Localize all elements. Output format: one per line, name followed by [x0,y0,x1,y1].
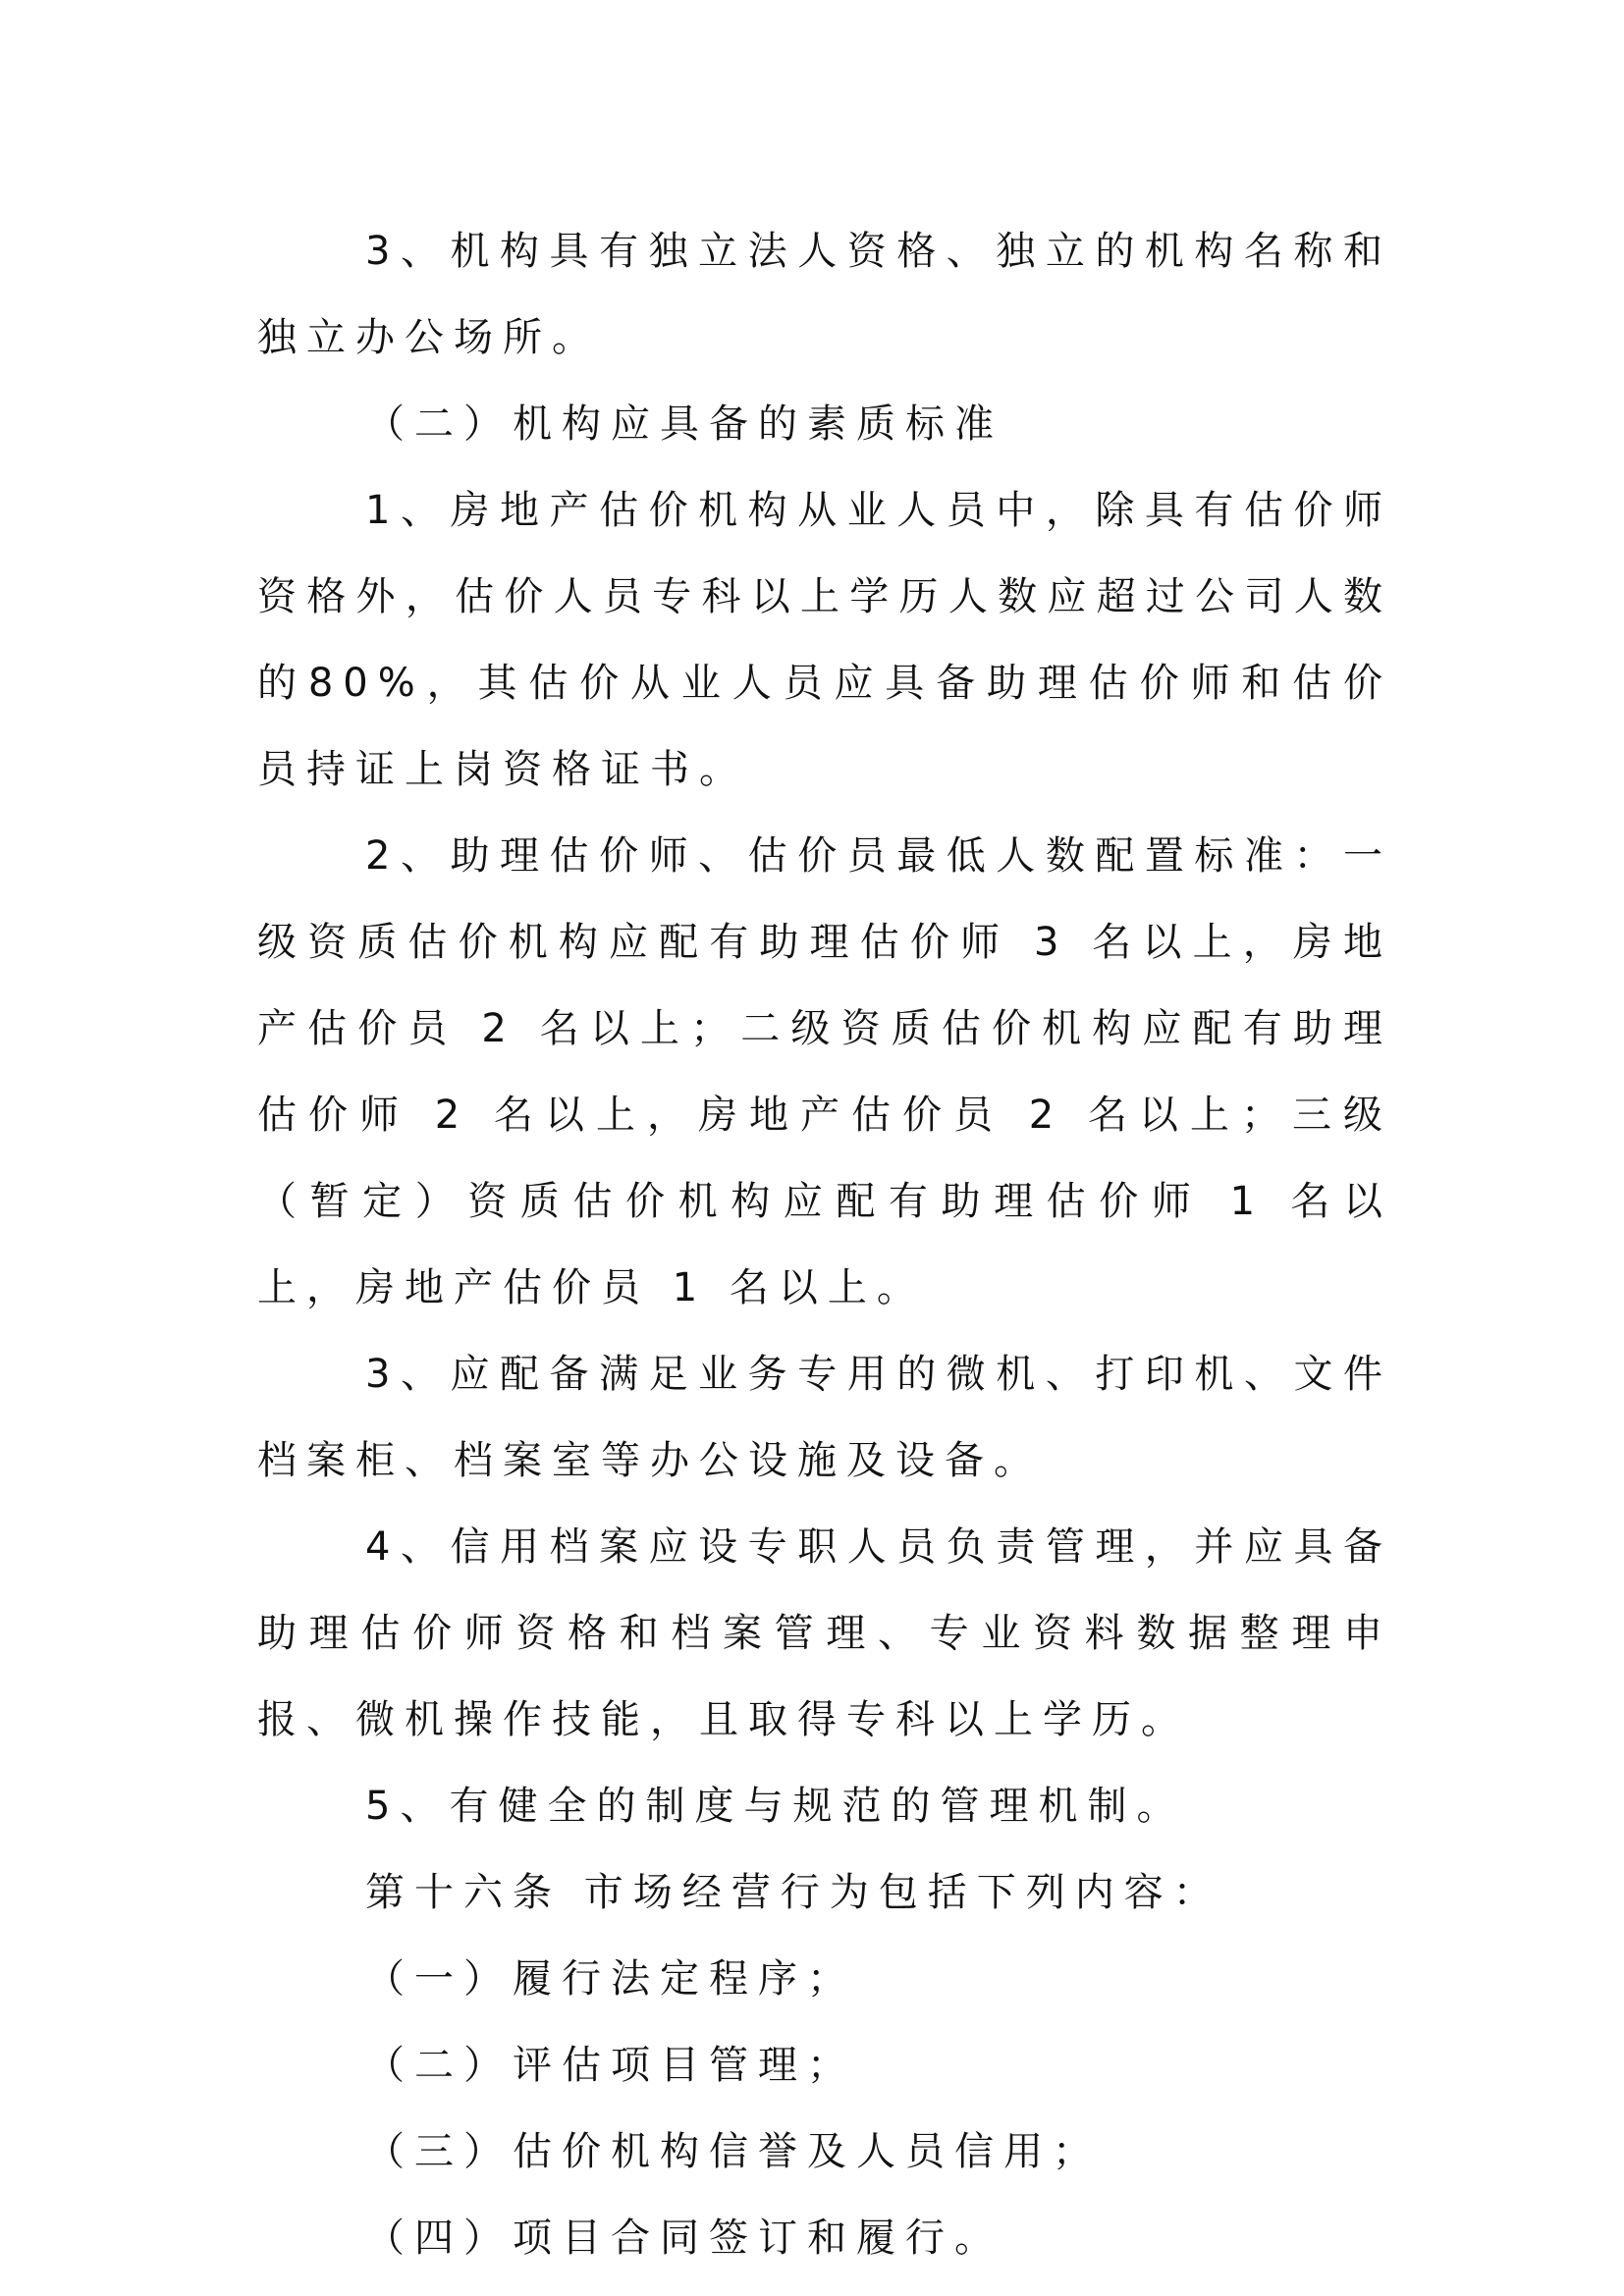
paragraph-staffing-standards: 2、助理估价师、估价员最低人数配置标准：一级资质估价机构应配有助理估价师 3 名以上，房地产估价员 2 名以上；二级资质估价机构应配有助理估价师 2 名以上，房地产估价员 2 名以上；三级（暂定）资质估价机构应配有助理估价师 1 名以上，房地产估价员 1 名以上。 [257,833,1392,1310]
list-item-legal-procedure: （一）履行法定程序； [365,1956,856,2002]
article-sixteen-heading: 第十六条 市场经营行为包括下列内容： [365,1870,1222,1915]
paragraph-staff-requirements: 1、房地产估价机构从业人员中，除具有估价师资格外，估价人员专科以上学历人数应超过公司人数的80%，其估价从业人员应具备助理估价师和估价员持证上岗资格证书。 [257,488,1392,792]
paragraph-office-equipment: 3、应配备满足业务专用的微机、打印机、文件档案柜、档案室等办公设施及设备。 [257,1352,1392,1483]
body-text [257,208,1392,2281]
section-heading-quality-standards: （二）机构应具备的素质标准 [365,401,1003,447]
list-item-reputation-credit: （三）估价机构信誉及人员信用； [365,2129,1102,2174]
list-item-project-management: （二）评估项目管理； [365,2043,856,2088]
paragraph-credit-archive: 4、信用档案应设专职人员负责管理，并应具备助理估价师资格和档案管理、专业资料数据整理申报、微机操作技能，且取得专科以上学历。 [257,1524,1392,1742]
paragraph-management-system: 5、有健全的制度与规范的管理机制。 [365,1784,1186,1829]
list-item-contract-signing: （四）项目合同签订和履行。 [365,2216,1003,2261]
paragraph-institution-qualification: 3、机构具有独立法人资格、独立的机构名称和独立办公场所。 [257,229,1392,360]
